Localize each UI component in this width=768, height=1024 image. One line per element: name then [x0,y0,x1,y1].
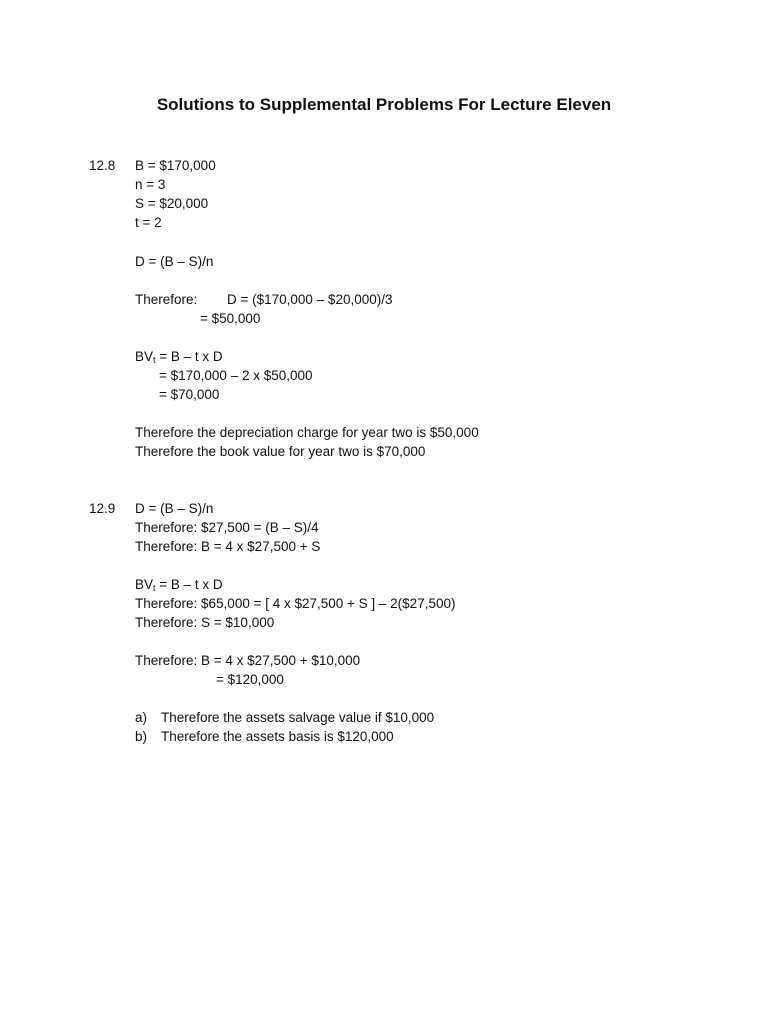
bv-formula-line [135,347,223,366]
bv-subscript: t [153,583,156,593]
bv-step: = $170,000 – 2 x $50,000 [159,368,313,383]
bv-prefix: BV [135,577,154,592]
answer-b-marker: b) [135,729,148,744]
step-1: Therefore: $27,500 = (B – S)/4 [135,520,319,535]
given-s: S = $20,000 [135,196,209,211]
bv-subscript: t [153,355,156,365]
given-b: B = $170,000 [135,158,216,173]
bv-prefix: BV [135,349,154,364]
answer-a-marker: a) [135,710,148,725]
formula-d: D = (B – S)/n [135,254,214,269]
therefore-label: Therefore: [135,292,198,307]
given-t: t = 2 [135,215,162,230]
step-5: Therefore: B = 4 x $27,500 + $10,000 [135,653,361,668]
conclusion-depreciation: Therefore the depreciation charge for year two is $50,000 [135,425,479,440]
page-title: Solutions to Supplemental Problems For Lecture Eleven [156,95,612,114]
conclusion-book-value: Therefore the book value for year two is $70,000 [135,444,426,459]
step-5-result: = $120,000 [216,672,284,687]
problem-number: 12.8 [89,158,116,173]
step-3: Therefore: $65,000 = [ 4 x $27,500 + S ] – 2($27,500) [135,596,456,611]
given-n: n = 3 [135,177,166,192]
result-d: = $50,000 [200,311,261,326]
step-4: Therefore: S = $10,000 [135,615,275,630]
bv-result: = $70,000 [159,387,220,402]
calc-d: D = ($170,000 – $20,000)/3 [227,292,393,307]
bv-formula: = B – t x D [155,577,223,592]
problem-number: 12.9 [89,501,116,516]
step-2: Therefore: B = 4 x $27,500 + S [135,539,321,554]
bv-formula: = B – t x D [155,349,223,364]
answer-b: Therefore the assets basis is $120,000 [161,729,394,744]
answer-a: Therefore the assets salvage value if $10,000 [161,710,435,725]
bv-formula-line [135,575,223,594]
formula-d: D = (B – S)/n [135,501,214,516]
